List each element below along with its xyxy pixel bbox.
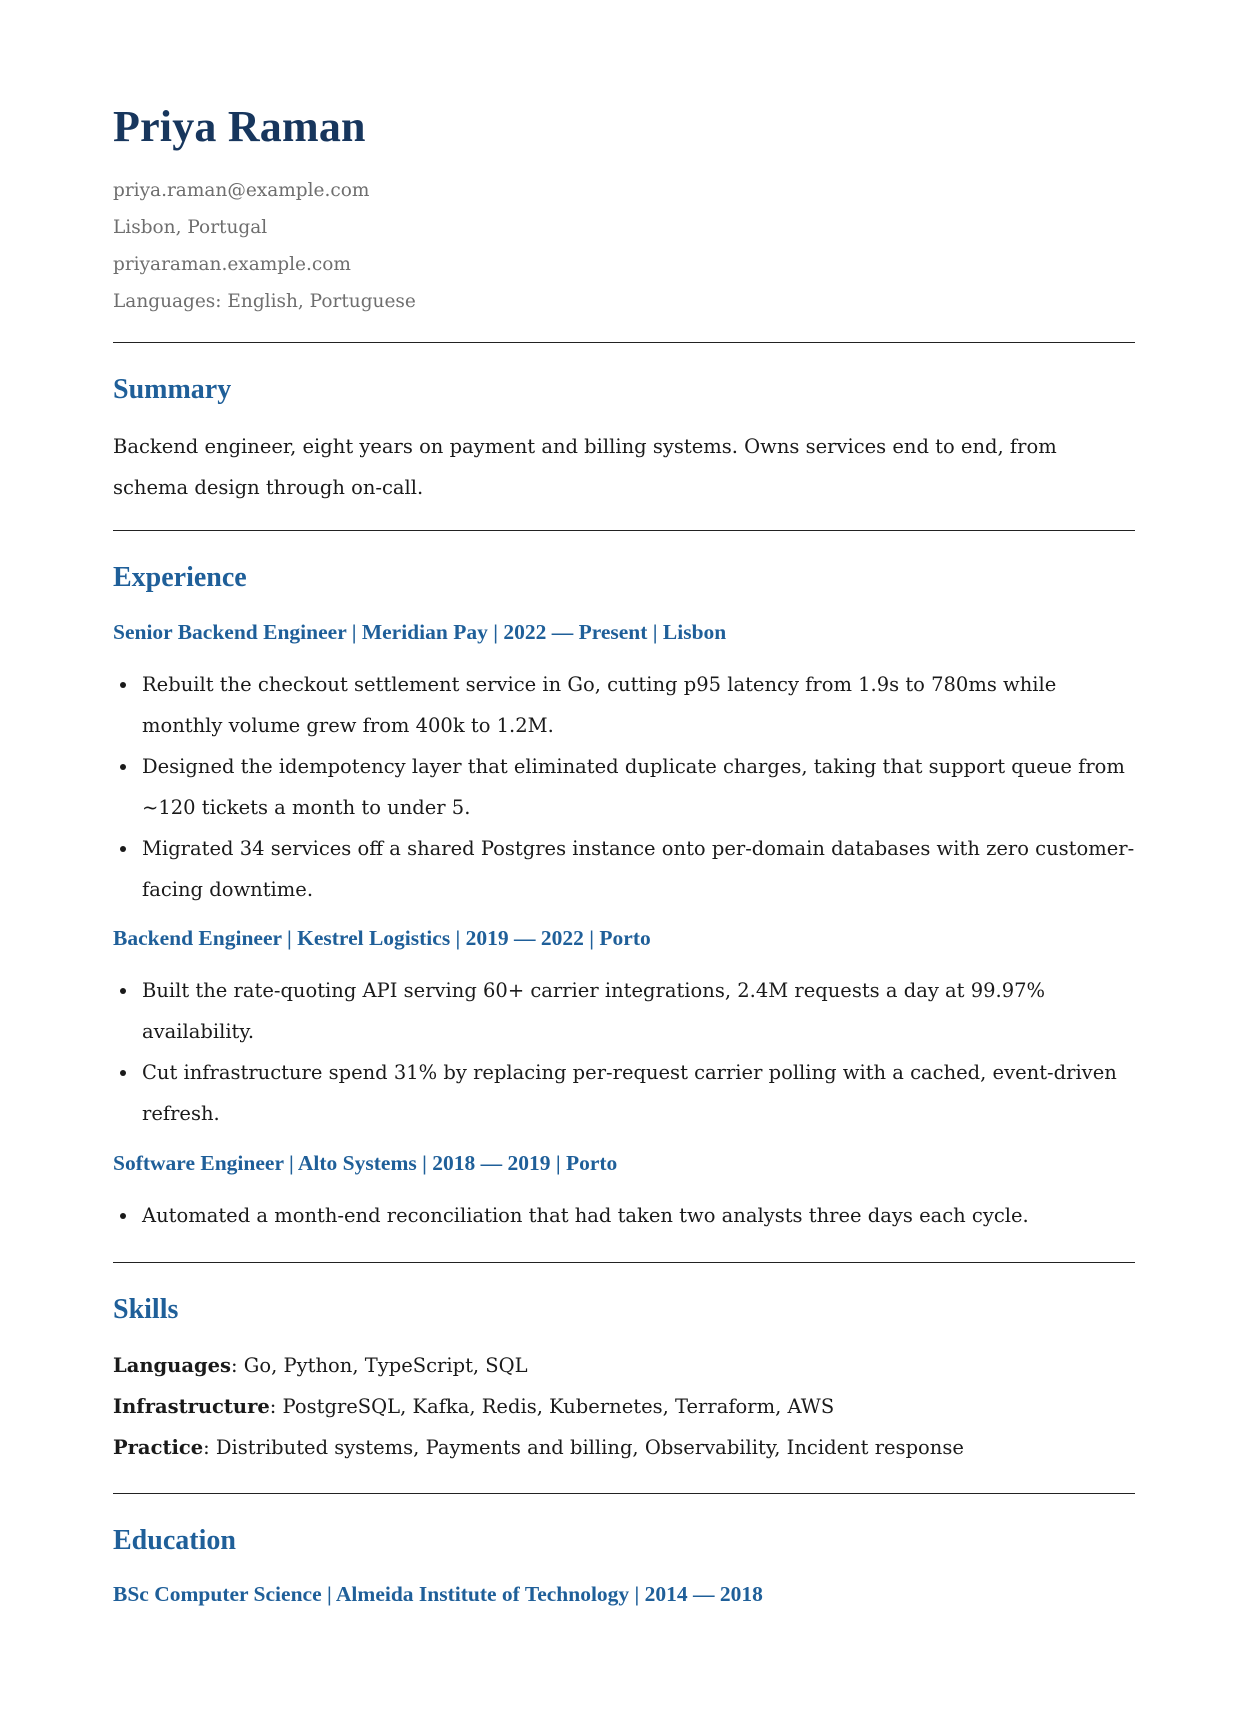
bullet-dot [120, 846, 126, 852]
section-divider [113, 342, 1135, 343]
list-item [113, 664, 1135, 746]
summary-text: Backend engineer, eight years on payment and billing systems. Owns services end to end, from schema design through on-call. [113, 435, 1057, 499]
job-heading: Software Engineer | Alto Systems | 2018 — 2019 | Porto [113, 1151, 618, 1175]
skill-label: Languages [113, 1354, 231, 1377]
list-item [113, 970, 1135, 1052]
section-divider [113, 530, 1135, 531]
job-heading: Backend Engineer | Kestrel Logistics | 2019 — 2022 | Porto [113, 926, 651, 950]
list-item [113, 746, 1135, 828]
bullet-text: Migrated 34 services off a shared Postgres instance onto per-domain databases with zero customer-facing downtime. [142, 837, 1135, 901]
summary-heading: Summary [113, 374, 232, 405]
contact-block [113, 172, 416, 320]
skills-heading: Skills [113, 1294, 179, 1325]
skill-value: : Distributed systems, Payments and billing, Observability, Incident response [203, 1436, 964, 1459]
bullet-dot [120, 764, 126, 770]
skill-value: : Go, Python, TypeScript, SQL [231, 1354, 528, 1377]
job-bullets [113, 664, 1135, 910]
bullet-text: Automated a month-end reconciliation that had taken two analysts three days each cycle. [142, 1204, 1029, 1227]
contact-website: priyaraman.example.com [113, 254, 351, 275]
bullet-dot [120, 1070, 126, 1076]
skill-label: Practice [113, 1436, 204, 1459]
education-entry: BSc Computer Science | Almeida Institute of Technology | 2014 — 2018 [113, 1582, 763, 1606]
list-item [113, 1052, 1135, 1134]
skill-value: : PostgreSQL, Kafka, Redis, Kubernetes, Terraform, AWS [269, 1395, 835, 1418]
experience-heading: Experience [113, 562, 247, 593]
job-bullets [113, 1195, 1135, 1236]
bullet-dot [120, 988, 126, 994]
contact-email: priya.raman@example.com [113, 180, 370, 201]
skill-row-practice [113, 1427, 964, 1468]
bullet-text: Built the rate-quoting API serving 60+ carrier integrations, 2.4M requests a day at 99.97% availability. [142, 979, 1046, 1043]
list-item [113, 828, 1135, 910]
bullet-text: Rebuilt the checkout settlement service in Go, cutting p95 latency from 1.9s to 780ms while monthly volume grew from 400k to 1.2M. [142, 673, 1057, 737]
bullet-dot [120, 1213, 126, 1219]
job-heading: Senior Backend Engineer | Meridian Pay | 2022 — Present | Lisbon [113, 620, 727, 644]
skill-row-languages [113, 1345, 528, 1386]
education-heading: Education [113, 1525, 236, 1556]
contact-languages: Languages: English, Portuguese [113, 291, 416, 312]
bullet-dot [120, 682, 126, 688]
skill-row-infrastructure [113, 1386, 834, 1427]
skill-label: Infrastructure [113, 1395, 270, 1418]
contact-location: Lisbon, Portugal [113, 217, 268, 238]
bullet-text: Cut infrastructure spend 31% by replacing per-request carrier polling with a cached, event-driven refresh. [142, 1061, 1117, 1125]
candidate-name: Priya Raman [113, 102, 366, 151]
section-divider [113, 1262, 1135, 1263]
section-divider [113, 1493, 1135, 1494]
list-item [113, 1195, 1135, 1236]
job-bullets [113, 970, 1135, 1134]
bullet-text: Designed the idempotency layer that eliminated duplicate charges, taking that support queue from ~120 tickets a month to under 5. [142, 755, 1125, 819]
